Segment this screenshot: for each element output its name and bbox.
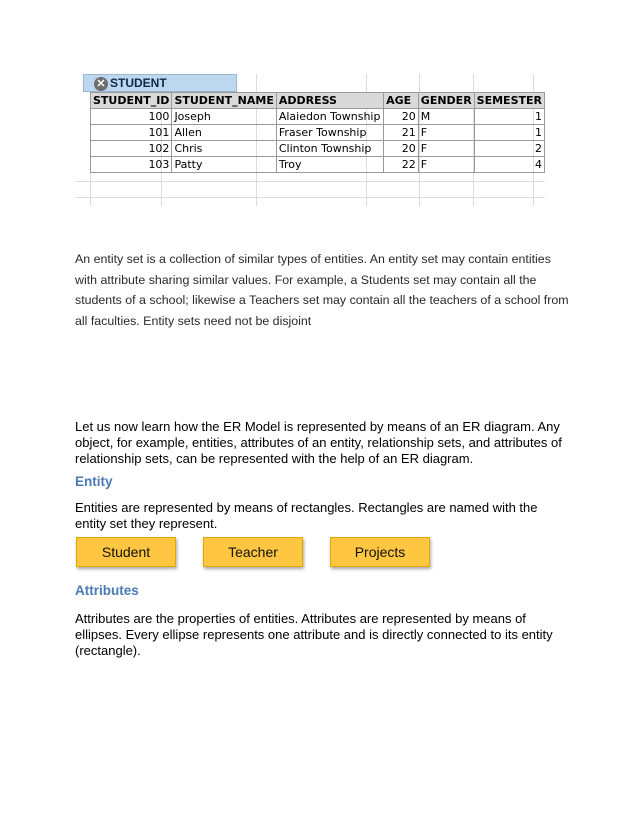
table-cell: 22 (384, 157, 419, 173)
table-cell: F (418, 141, 474, 157)
table-cell: F (418, 125, 474, 141)
entity-box-student: Student (76, 537, 176, 567)
table-cell: Allen (172, 125, 276, 141)
table-cell: 21 (384, 125, 419, 141)
table-cell: Clinton Township (276, 141, 383, 157)
sheet-tab (83, 74, 237, 92)
er-intro-paragraph: Let us now learn how the ER Model is represented by means of an ER diagram. Any object, for example, entities, attributes of an entity, relationship sets, and attributes of relationship sets, can be represented with the help of an ER diagram. (75, 419, 562, 466)
entity-paragraph: Entities are represented by means of rectangles. Rectangles are named with the entity set they represent. (75, 500, 538, 531)
table-header-row (91, 93, 545, 109)
student-table (90, 92, 545, 173)
table-cell: Joseph (172, 109, 276, 125)
table-cell: 4 (474, 157, 544, 173)
table-row (91, 141, 545, 157)
table-cell: 102 (91, 141, 172, 157)
table-cell: M (418, 109, 474, 125)
table-cell: 100 (91, 109, 172, 125)
header-cell: STUDENT_NAME (172, 93, 276, 109)
table-cell: 103 (91, 157, 172, 173)
attributes-paragraph: Attributes are the properties of entities. Attributes are represented by means of ellipses. Every ellipse represents one attribute and is directly connected to its entity (rectangle). (75, 611, 553, 658)
table-cell: Fraser Township (276, 125, 383, 141)
attributes-heading: Attributes (75, 583, 139, 598)
table-cell: Patty (172, 157, 276, 173)
close-icon: ✕ (94, 77, 108, 91)
sheet-tab-label: STUDENT (110, 76, 167, 90)
table-cell: Troy (276, 157, 383, 173)
table-cell: Chris (172, 141, 276, 157)
header-cell: SEMESTER (474, 93, 544, 109)
table-row (91, 125, 545, 141)
entity-box-teacher: Teacher (203, 537, 303, 567)
student-table-image (75, 74, 545, 206)
table-cell: 20 (384, 141, 419, 157)
table-row (91, 109, 545, 125)
entity-heading: Entity (75, 474, 113, 489)
header-cell: ADDRESS (276, 93, 383, 109)
table-cell: 2 (474, 141, 544, 157)
entity-set-paragraph: An entity set is a collection of similar types of entities. An entity set may contain entities with attribute sharing similar values. For example, a Students set may contain all the students of a school; likewise a Teachers set may contain all the teachers of a school from all faculties. Entity sets need not be disjoint (75, 252, 569, 328)
table-cell: 101 (91, 125, 172, 141)
header-cell: GENDER (418, 93, 474, 109)
table-cell: 20 (384, 109, 419, 125)
table-cell: 1 (474, 109, 544, 125)
entity-box-projects: Projects (330, 537, 430, 567)
table-cell: F (418, 157, 474, 173)
header-cell: STUDENT_ID (91, 93, 172, 109)
table-cell: 1 (474, 125, 544, 141)
table-row (91, 157, 545, 173)
header-cell: AGE (384, 93, 419, 109)
table-cell: Alaiedon Township (276, 109, 383, 125)
